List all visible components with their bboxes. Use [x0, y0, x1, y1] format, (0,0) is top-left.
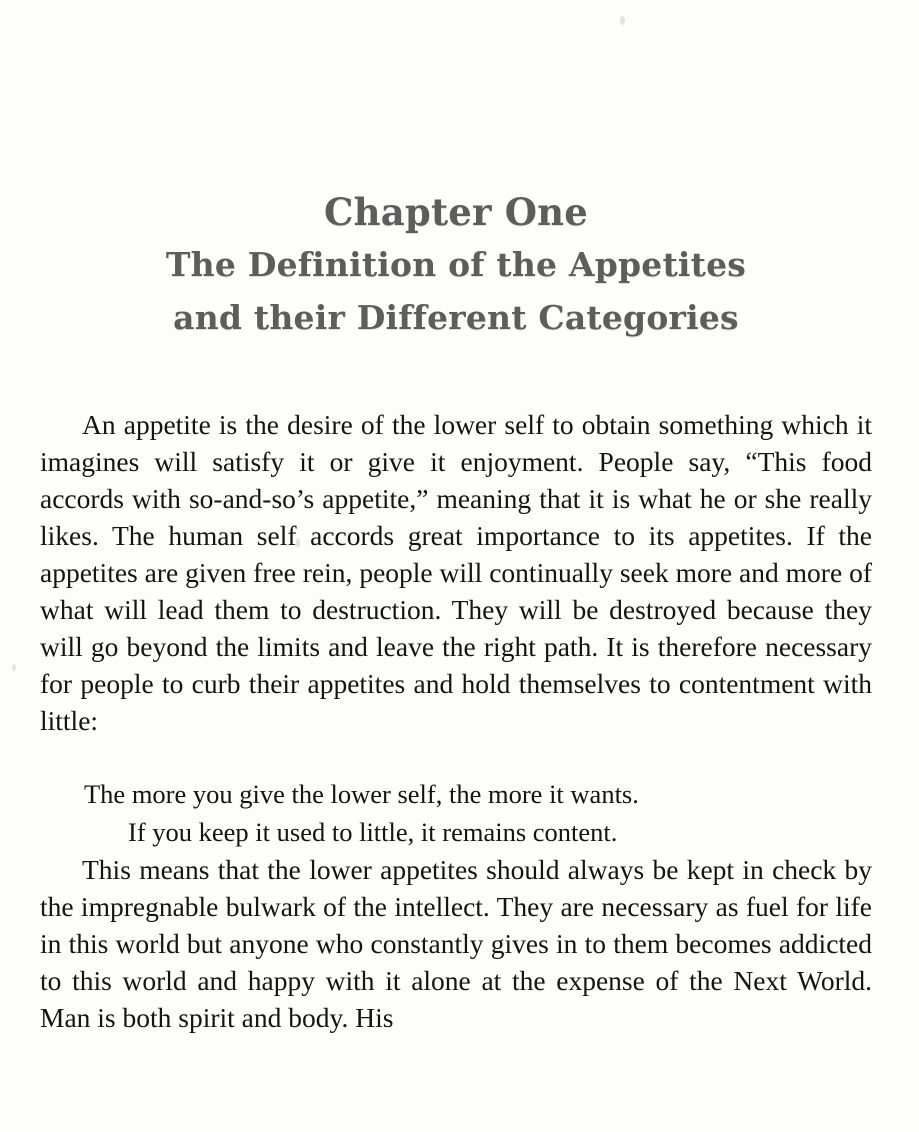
- paragraph-2: This means that the lower appetites should always be kept in check by the impregnable bulwark of the intellect. They are necessary as fuel for life in this world but anyone who constantly gives in to them becomes addicted to this world and happy with it alone at the expense of the Next World. Man is both spirit and body. His: [40, 854, 872, 1033]
- verse-line-1: The more you give the lower self, the more it wants.: [84, 779, 639, 809]
- verse-block: [40, 775, 872, 851]
- paragraph-1: An appetite is the desire of the lower self to obtain something which it imagines will satisfy it or give it enjoyment. People say, “This food accords with so-and-so’s appetite,” meaning that it is what he or she really likes. The human self accords great importance to its appetites. If the appetites are given free rein, people will continually seek more and more of what will lead them to destruction. They will be destroyed because they will go beyond the limits and leave the right path. It is therefore necessary for people to curb their appetites and hold themselves to contentment with little:: [40, 409, 872, 736]
- chapter-label: Chapter One: [323, 190, 589, 234]
- verse-line-2: If you keep it used to little, it remains content.: [128, 817, 618, 847]
- page-content: [40, 0, 872, 1036]
- body-text: [40, 406, 872, 1036]
- chapter-title-line-2: and their Different Categories: [173, 298, 739, 337]
- chapter-heading: [40, 186, 872, 344]
- chapter-title-line-1: The Definition of the Appetites: [165, 245, 747, 284]
- paper-speck: [12, 664, 16, 671]
